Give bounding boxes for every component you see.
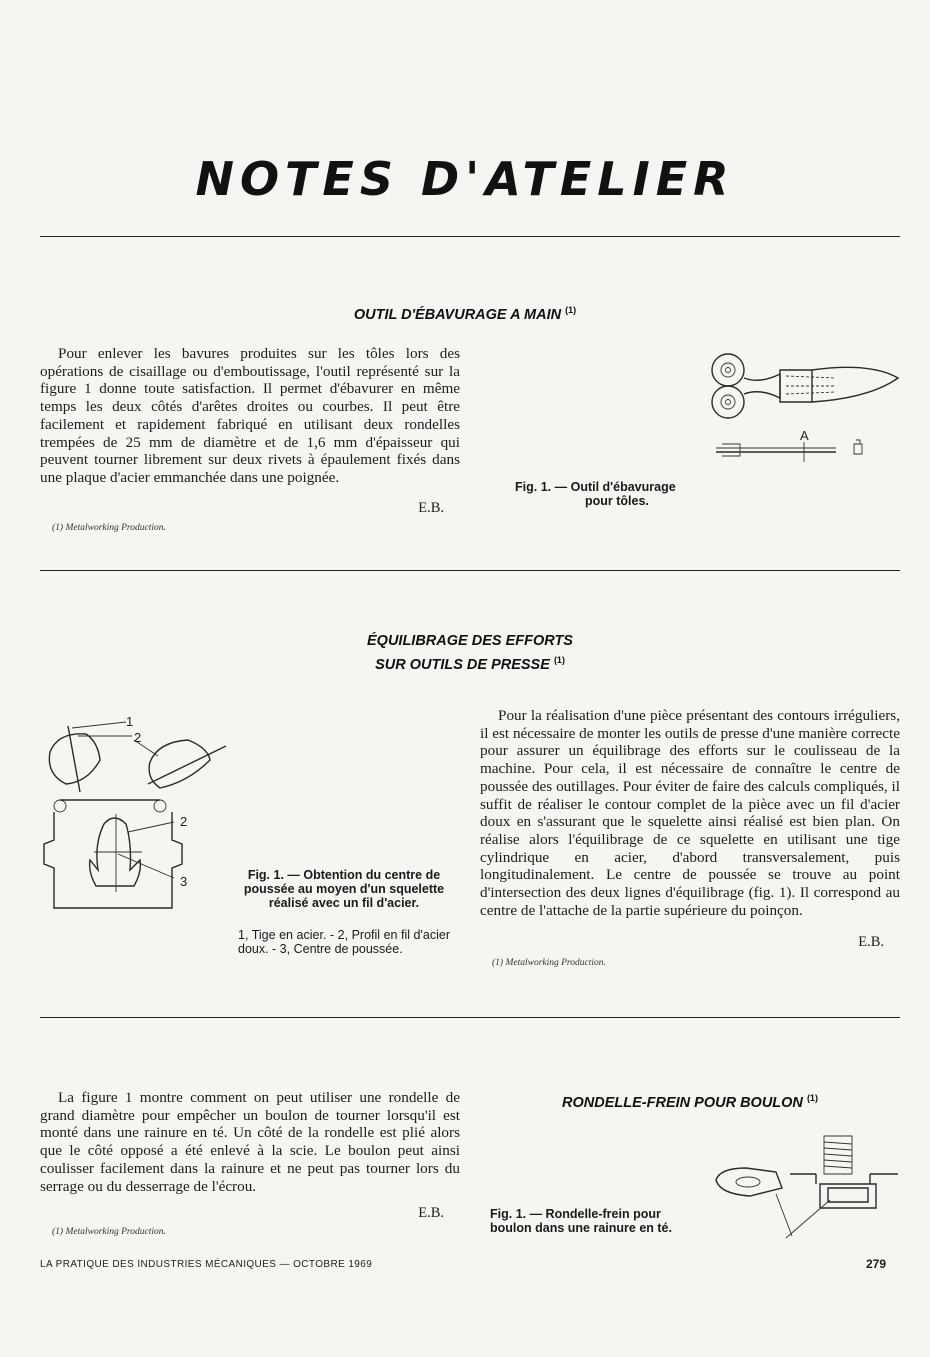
article3-footnote: (1) Metalworking Production. [52, 1227, 166, 1237]
article1-footnote: (1) Metalworking Production. [52, 523, 166, 533]
article2-heading: ÉQUILIBRAGE DES EFFORTS SUR OUTILS DE PRESSE $^{(1)}$ [367, 633, 573, 673]
page-title: NOTES D'ATELIER [195, 152, 735, 206]
article2-figure-caption: Fig. 1. — Obtention du centre de poussée au moyen d'un squelette réalisé avec un fil d'acier. [243, 868, 445, 910]
footer-publication: LA PRATIQUE DES INDUSTRIES MÉCANIQUES — OCTOBRE 1969 [40, 1259, 373, 1270]
title-divider [40, 236, 900, 237]
article1-signature: E.B. [418, 500, 444, 516]
article1-body: Pour enlever les bavures produites sur les tôles lors des opérations de cisaillage ou d'emboutissage, l'outil représenté sur la figure 1 donne toute satisfaction. Il permet d'ébavurer en même temps les deux côtés d'arêtes droites ou courbes. Il peut être facilement et rapidement fabriqué en utilisant deux rondelles trempées de 25 mm de diamètre et de 1,6 mm d'épaisseur qui peuvent tourner librement sur deux rivets à épaulement fixés dans une plaque d'acier emmanchée dans une poignée. [40, 345, 460, 486]
article1-heading: OUTIL D'ÉBAVURAGE A MAIN $^{(1)}$ [353, 305, 577, 323]
press-balance-figure [38, 712, 228, 917]
article2-figure-legend: 1, Tige en acier. - 2, Profil en fil d'acier doux. - 3, Centre de poussée. [238, 928, 450, 956]
article1-figure-caption: Fig. 1. — Outil d'ébavurage pour tôles. [515, 480, 676, 508]
article1-divider [40, 570, 900, 571]
article3-figure-caption: Fig. 1. — Rondelle-frein pour boulon dans une rainure en té. [490, 1207, 672, 1235]
article3-signature: E.B. [418, 1205, 444, 1221]
deburring-tool-figure [700, 340, 910, 470]
deburring-figure-label-a: A [800, 428, 809, 443]
article2-signature: E.B. [858, 934, 884, 950]
lock-washer-figure [706, 1128, 900, 1240]
article2-footnote: (1) Metalworking Production. [492, 958, 606, 968]
press-figure-label-1: 1 [126, 714, 134, 729]
press-figure-label-3: 3 [180, 874, 188, 889]
press-figure-label-2a: 2 [134, 730, 142, 745]
article3-body: La figure 1 montre comment on peut utiliser une rondelle de grand diamètre pour empêcher un boulon de tourner lorsqu'il est monté dans une rainure en té. Un côté de la rondelle est plié alors que le côté opposé a été enlevé à la scie. Le boulon peut ainsi coulisser facilement dans la rainure et ne peut pas tourner lors du serrage ou du desserrage de l'écrou. [40, 1089, 460, 1195]
article2-body: Pour la réalisation d'une pièce présentant des contours irréguliers, il est nécessaire de monter les outils de presse d'une manière correcte pour assurer un équilibrage des efforts sur le coulisseau de la machine. Pour cela, il est nécessaire de connaître le centre de poussée des outillages. Pour éviter de faire des calculs compliqués, il suffit de réaliser le contour complet de la pièce avec un fil d'acier doux en s'assurant que le squelette ainsi réalisé est bien plan. On réalise alors l'équilibrage de ce squelette en utilisant une tige cylindrique en acier, d'abord transversalement, puis longitudinalement. Le centre de poussée se trouve au point d'intersection des deux lignes d'équilibrage (fig. 1). Il correspond au centre de l'attache de la partie supérieure du poinçon. [480, 707, 900, 919]
article1-heading-note: (1) [565, 305, 577, 315]
press-figure-label-2b: 2 [180, 814, 188, 829]
article2-divider [40, 1017, 900, 1018]
article3-heading: RONDELLE-FREIN POUR BOULON $^{(1)}$ [562, 1093, 818, 1111]
page-number: 279 [866, 1257, 887, 1271]
